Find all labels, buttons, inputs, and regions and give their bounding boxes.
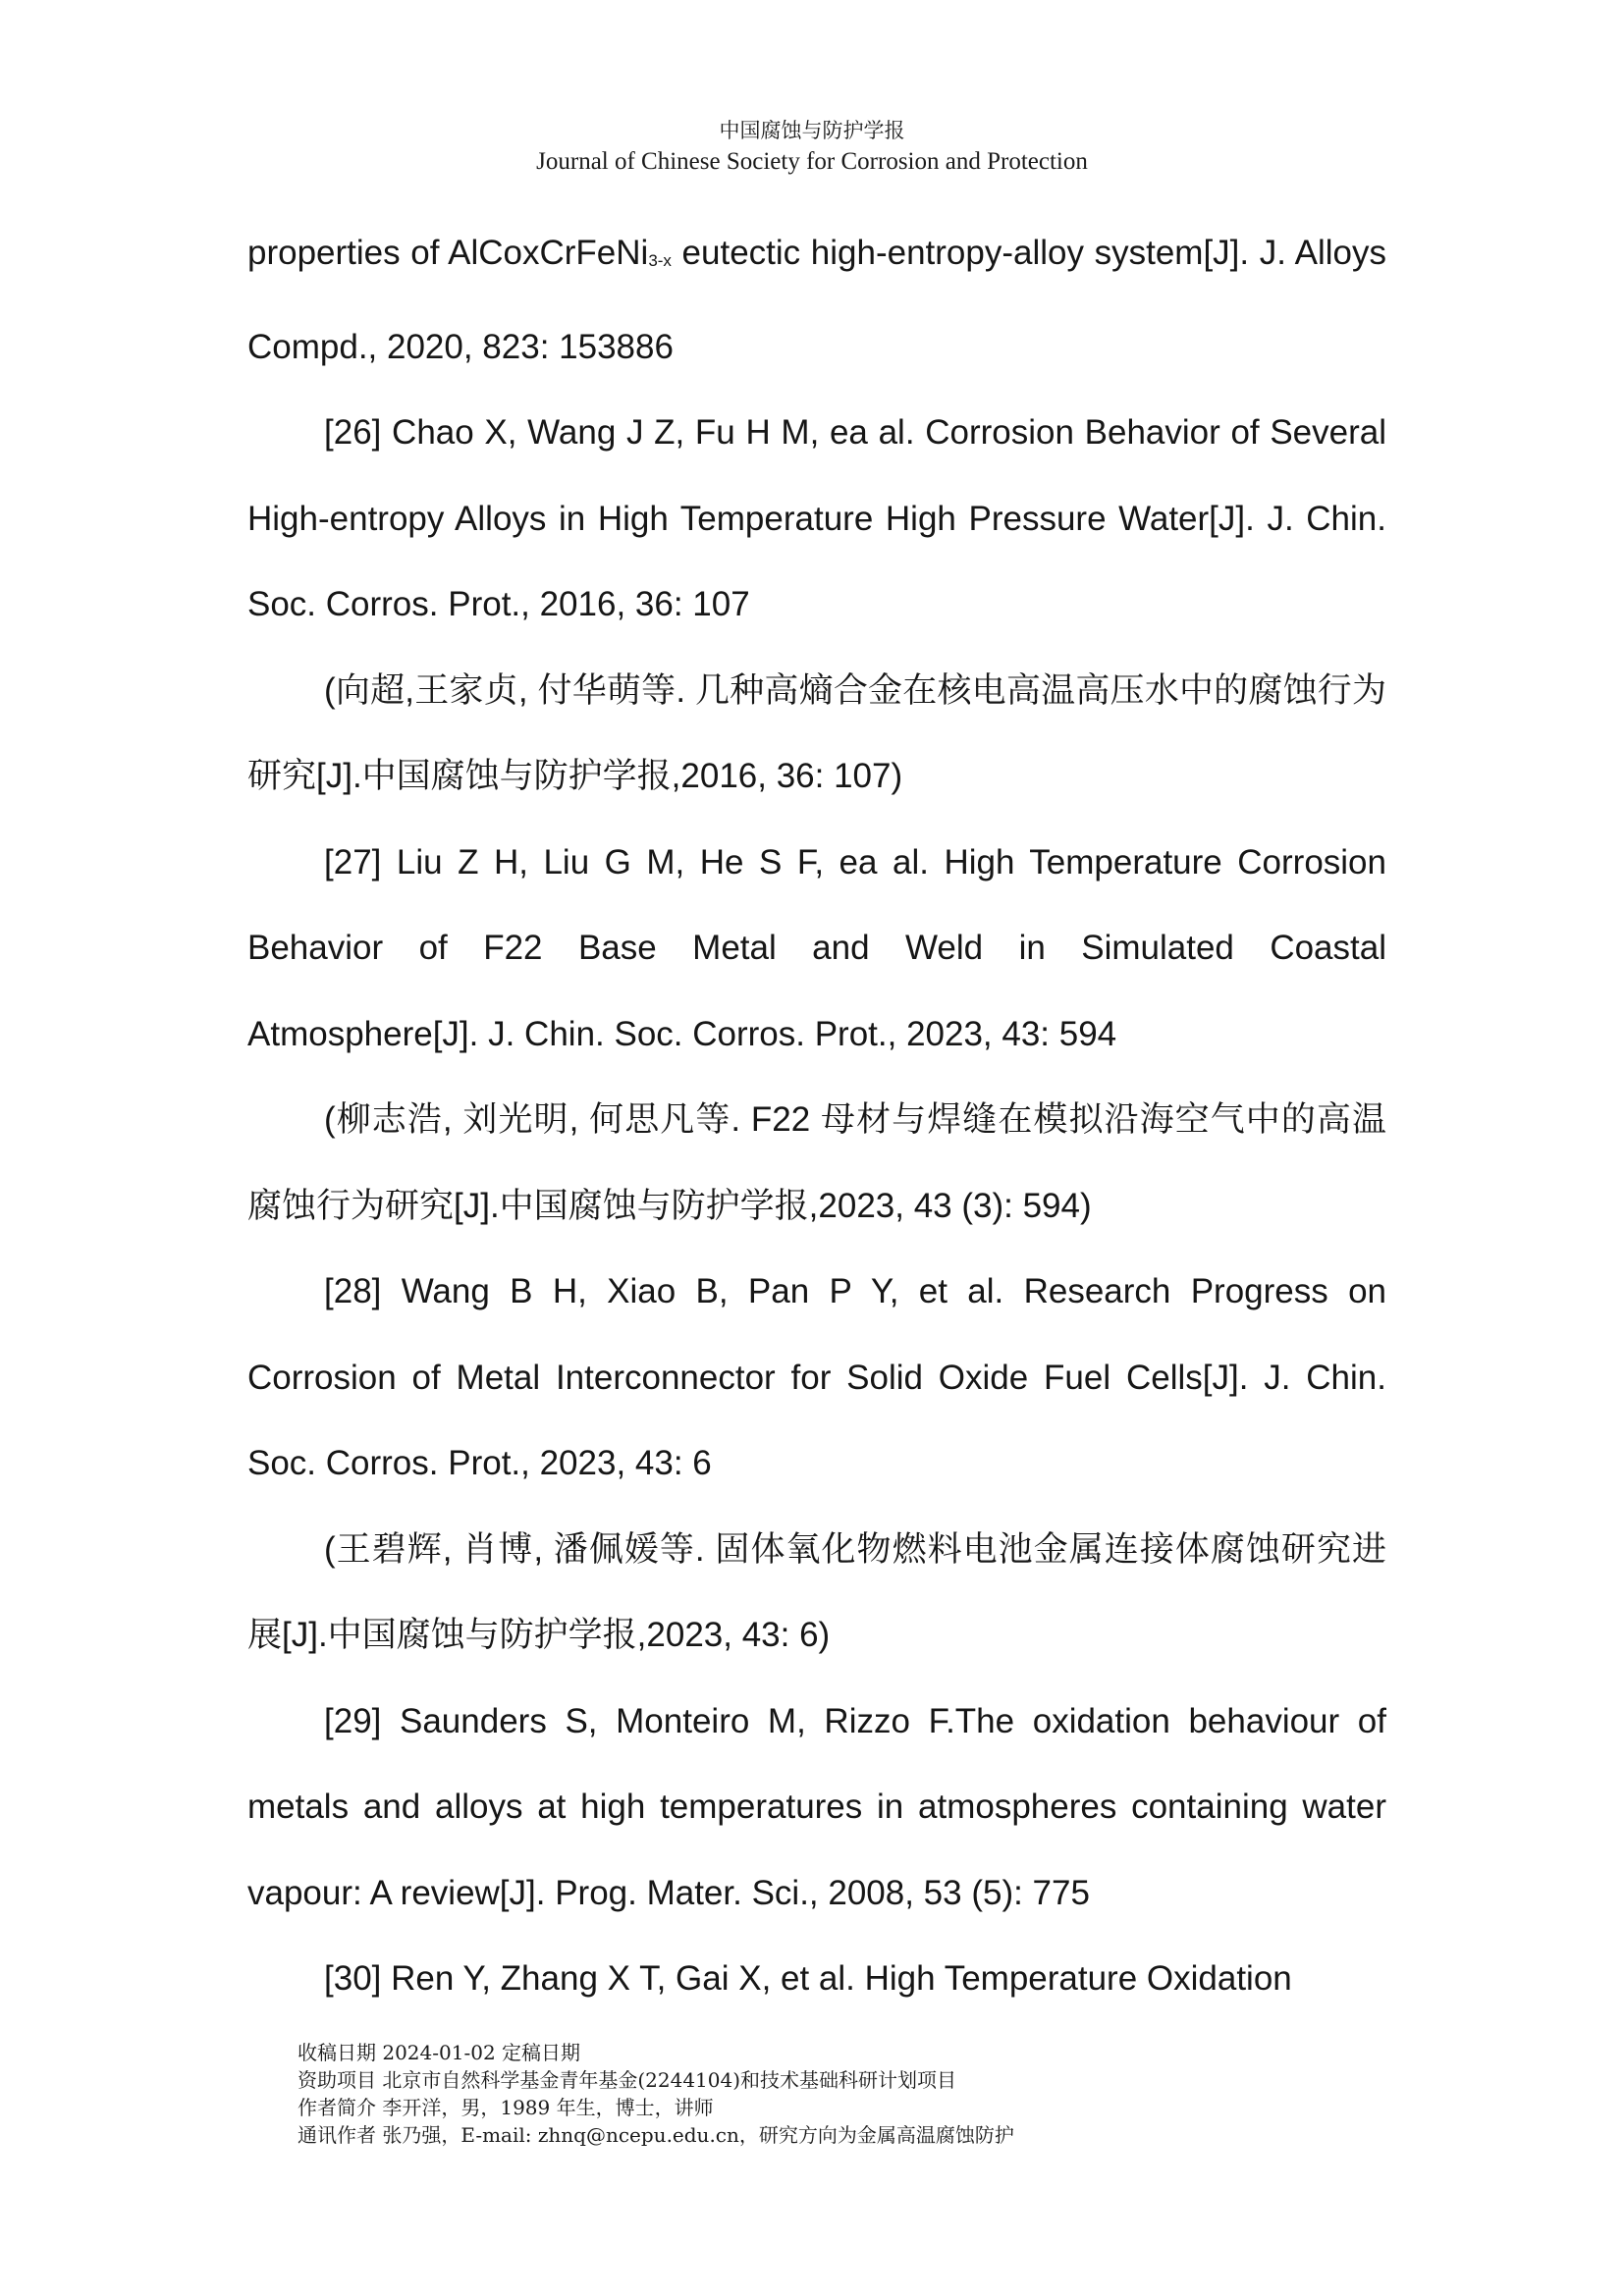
reference-list: [247, 210, 1386, 2022]
journal-title-chinese: 中国腐蚀与防护学报: [719, 119, 905, 142]
reference-27-english: [27] Liu Z H, Liu G M, He S F, ea al. High Temperature Corrosion Behavior of F22 Base Metal and Weld in Simulated Coastal Atmosphere[J]. J. Chin. Soc. Corros. Prot., 2023, 43: 594: [247, 842, 1386, 1053]
reference-28-chinese: (王碧辉, 肖博, 潘佩媛等. 固体氧化物燃料电池金属连接体腐蚀研究进展[J].中国腐蚀与防护学报,2023, 43: 6): [247, 1529, 1386, 1654]
reference-26-english: [26] Chao X, Wang J Z, Fu H M, ea al. Corrosion Behavior of Several High-entropy Alloys in High Temperature High Pressure Water[J]. J. Chin. Soc. Corros. Prot., 2016, 36: 107: [247, 413, 1386, 623]
reference-25-subscript: 3-x: [648, 251, 672, 270]
reference-25-text-a: properties of AlCoxCrFeNi: [247, 234, 649, 272]
journal-title-english: Journal of Chinese Society for Corrosion and Protection: [536, 148, 1088, 175]
reference-25-text-b: eutectic high-entropy-alloy system[J]. J. Alloys Compd., 2020, 823: 153886: [247, 234, 1386, 366]
running-header: [0, 116, 1624, 179]
reference-25-continuation: [247, 210, 1386, 390]
reference-28-english: [28] Wang B H, Xiao B, Pan P Y, et al. Research Progress on Corrosion of Metal Interconnector for Solid Oxide Fuel Cells[J]. J. Chin. Soc. Corros. Prot., 2023, 43: 6: [247, 1272, 1386, 1482]
reference-27-chinese: (柳志浩, 刘光明, 何思凡等. F22 母材与焊缝在模拟沿海空气中的高温腐蚀行为研究[J].中国腐蚀与防护学报,2023, 43 (3): 594): [247, 1100, 1386, 1225]
reference-30-english: [30] Ren Y, Zhang X T, Gai X, et al. High Temperature Oxidation: [324, 1959, 1292, 1998]
footnote-author-bio: 作者简介 李开洋，男，1989 年生，博士，讲师: [298, 2096, 714, 2119]
reference-26-chinese: (向超,王家贞, 付华萌等. 几种高熵合金在核电高温高压水中的腐蚀行为研究[J].中国腐蚀与防护学报,2016, 36: 107): [247, 670, 1386, 795]
footnote-funding: 资助项目 北京市自然科学基金青年基金(2244104)和技术基础科研计划项目: [298, 2068, 957, 2092]
reference-29-english: [29] Saunders S, Monteiro M, Rizzo F.The oxidation behaviour of metals and alloys at high temperatures in atmospheres containing water vapour: A review[J]. Prog. Mater. Sci., 2008, 53 (5): 775: [247, 1701, 1386, 1912]
footnotes: [298, 2039, 1378, 2149]
footnote-corresponding-author: 通讯作者 张乃强，E-mail: zhnq@ncepu.edu.cn，研究方向为金属高温腐蚀防护: [298, 2123, 1014, 2147]
footnote-received-date: 收稿日期 2024-01-02 定稿日期: [298, 2041, 581, 2064]
